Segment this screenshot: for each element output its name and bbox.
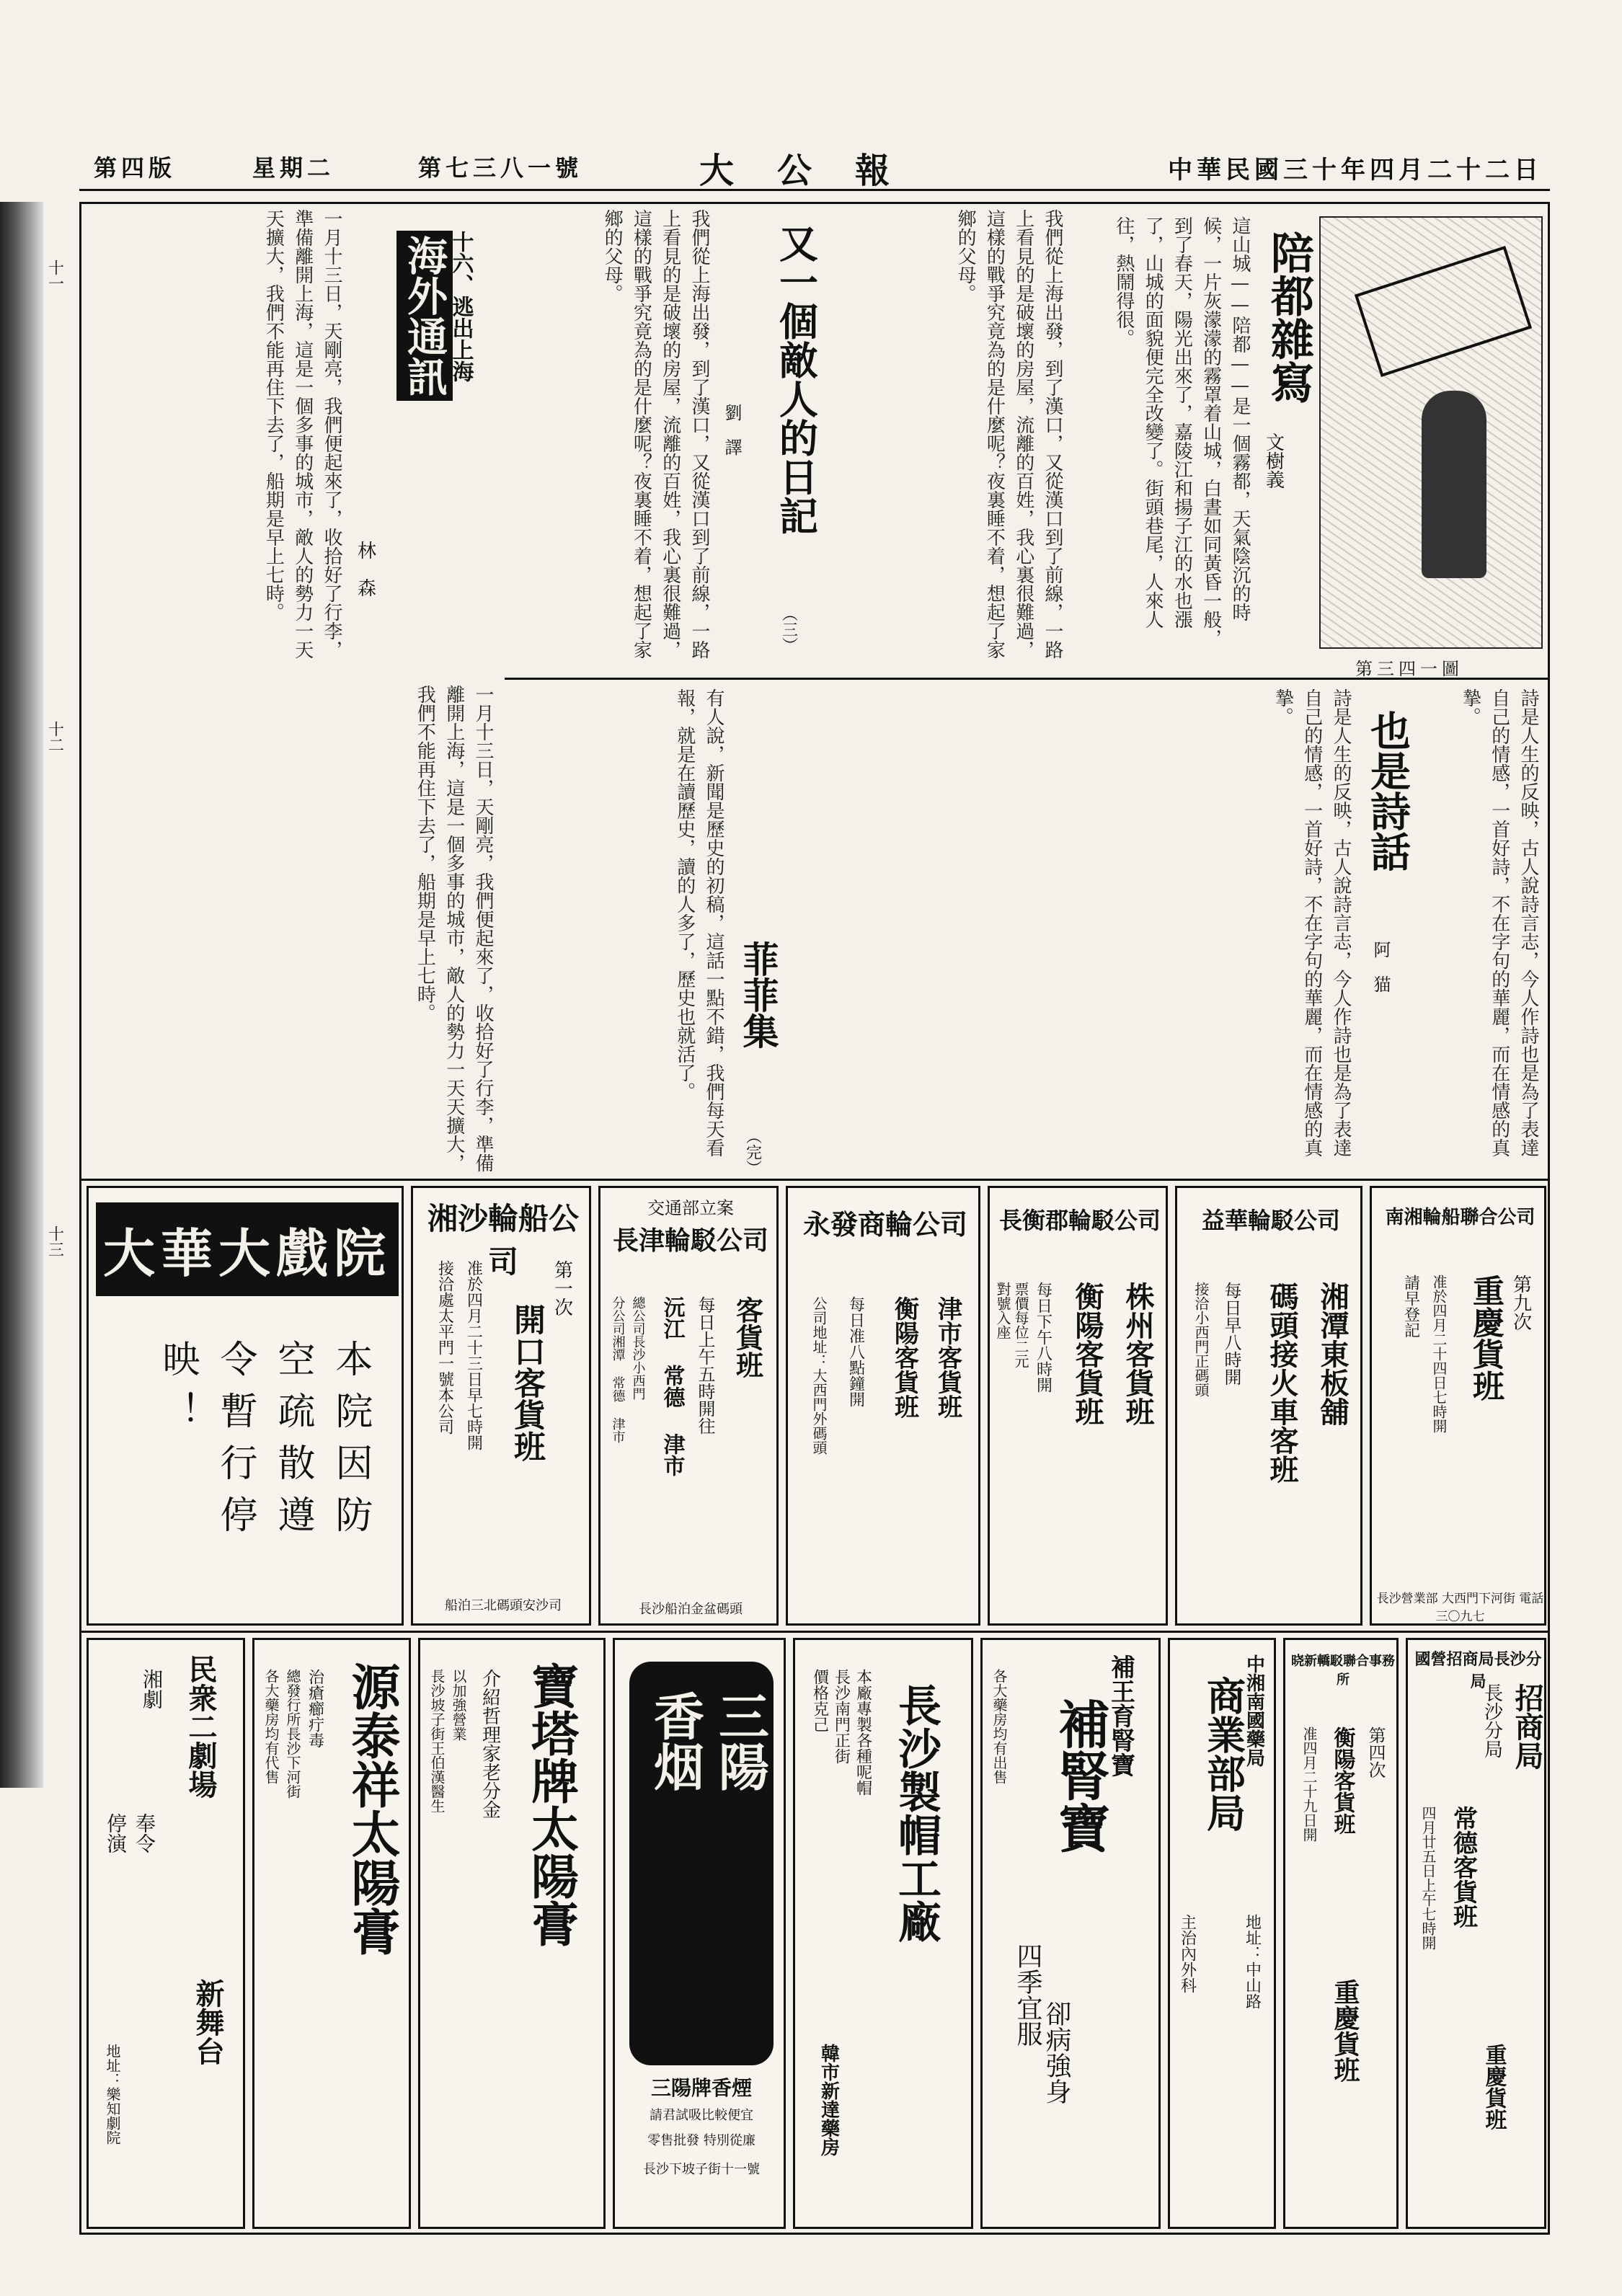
ad-yihua [1175, 1186, 1362, 1626]
ad-dahua-line-1: 本院因防 [329, 1339, 372, 1547]
ad-yushenbao-line-3: 卻病強身 [1042, 2000, 1071, 2104]
side-label-2: 十二 [45, 721, 64, 753]
ad-yushenbao-line-2: 四季宜服 [1013, 1943, 1042, 2047]
ad-baota [418, 1638, 606, 2229]
ad-xiaoxin-line-1: 第四次 [1365, 1727, 1386, 1778]
masthead [79, 143, 1550, 191]
ad-changheng-title: 長衡郡輪駁公司 [998, 1207, 1161, 1234]
ad-zhaoshang-line-2: 長沙分局 [1481, 1683, 1503, 1758]
ad-changjin-line-1: 客貨班 [731, 1296, 764, 1378]
foreign-title: 海外通訊 [396, 231, 453, 401]
ad-yongfa-line-1: 津市客貨班 [933, 1296, 962, 1419]
ad-changjin-line-3: 沅江 常德 津市 [659, 1296, 685, 1476]
ad-hat-line-2: 長沙南門正街 [832, 1669, 851, 1764]
ad-changjin-line-2: 每日上午五時開往 [695, 1296, 715, 1435]
ad-changjin-top: 交通部立案 [647, 1198, 734, 1218]
ad-changjin-line-4: 總公司長沙小西門 [630, 1296, 646, 1400]
poetry-body-2: 詩是人生的反映，古人說詩言志，今人作詩也是為了表達自己的情感，一首好詩，不在字句的華麗，而在情感的真摯。 [1272, 688, 1352, 1157]
ad-baota-line-3: 長沙坡子街王伯漢醫生 [428, 1669, 446, 1813]
ad-yushenbao [980, 1638, 1161, 2229]
ad-changjin-title: 長津輪駁公司 [612, 1225, 768, 1256]
ad-xiaoxin-line-2: 衡陽客貨班 [1329, 1727, 1355, 1835]
ad-changheng-line-3: 每日下午八時開 [1034, 1282, 1052, 1393]
ad-xiangsha-line-4: 接洽處太平門一號本公司 [435, 1260, 454, 1435]
soldier-figure-icon [1422, 391, 1486, 578]
ad-yongfa [786, 1186, 980, 1626]
ad-nanxiang-title: 南湘輪船聯合公司 [1385, 1207, 1535, 1228]
ad-sanyang-logo-1: 三陽 [710, 1690, 771, 1791]
article-foreign [87, 202, 497, 678]
ad-minzhong-foot: 新舞台 [191, 1979, 225, 2065]
ad-xiaoxin-line-4: 重慶貨班 [1330, 1979, 1360, 2083]
ad-sanyang [613, 1638, 786, 2229]
peidu-title: 陪都雜寫 [1264, 231, 1314, 404]
ad-yihua-title: 益華輪駁公司 [1201, 1207, 1340, 1234]
diary-translator: 劉 譯 [722, 404, 742, 456]
ad-changheng [988, 1186, 1168, 1626]
poetry-body: 詩是人生的反映，古人說詩言志，今人作詩也是為了表達自己的情感，一首好詩，不在字句的華麗，而在情感的真摯。 [1459, 688, 1539, 1157]
ad-minzhong-title: 民衆二劇場 [184, 1654, 218, 1799]
ad-yushenbao-title: 補王育腎寶 [1106, 1654, 1135, 1777]
ad-xiangsha-line-3: 准於四月二十三日早七時開 [464, 1260, 483, 1450]
ad-changheng-line-2: 衡陽客貨班 [1071, 1282, 1104, 1426]
ad-changjin-line-5: 分公司湘潭 常德 津市 [610, 1296, 626, 1443]
mid-rule [505, 678, 1550, 680]
ad-hat-foot: 韓市新達藥房 [817, 2044, 840, 2156]
ad-yushenbao-line-1: 補腎寶 [1050, 1698, 1111, 1853]
ad-yihua-line-2: 碼頭接火車客班 [1265, 1282, 1299, 1484]
feifei-tail: （完） [743, 1128, 762, 1176]
masthead-date: 中華民國三十年四月二十二日 [1168, 156, 1543, 185]
peidu-caption: 第三四一圖 [1355, 659, 1463, 679]
ad-zhaoshang-title: 國營招商局長沙分局 [1414, 1650, 1542, 1691]
ad-hat-line-1: 本廠專製各種呢帽 [854, 1669, 872, 1796]
ad-baota-line-1: 介紹哲理家老分金 [479, 1669, 501, 1819]
ad-mid-rule [79, 1631, 1550, 1633]
ad-zhaoshang [1406, 1638, 1546, 2229]
ad-pharmacy-line-2: 主治內外科 [1178, 1914, 1197, 1993]
binding-edge [0, 202, 43, 1788]
ad-sanyang-line-3: 請君試吸比較便宜 [650, 2108, 753, 2123]
diary-body-right: 我們從上海出發，到了漢口，又從漢口到了前線，一路上看見的是破壞的房屋，流離的百姓，我心裏很難過，這樣的戰爭究竟為的是什麼呢？夜裏睡不着，想起了家鄉的父母。 [954, 209, 1063, 659]
ad-changjin-foot: 長沙船泊金盆碼頭 [639, 1602, 743, 1617]
ad-yongfa-line-2: 衡陽客貨班 [890, 1296, 919, 1419]
foreign-body: 一月十三日，天剛亮，我們便起來了，收拾好了行李，準備離開上海，這是一個多事的城市，敵人的勢力一天天擴大，我們不能再住下去了，船期是早上七時。 [262, 209, 342, 659]
poetry-author: 阿 猫 [1370, 941, 1391, 993]
foreign-author: 林 森 [354, 541, 376, 597]
foreign-body-continued: 一月十三日，天剛亮，我們便起來了，收拾好了行李，準備離開上海，這是一個多事的城市，敵人的勢力一天天擴大，我們不能再住下去了，船期是早上七時。 [414, 685, 494, 1172]
ad-yuantaixiang-line-2: 總發行所長沙下河街 [284, 1669, 301, 1799]
ad-changheng-line-1: 株州客貨班 [1121, 1282, 1155, 1426]
ad-hat-factory [793, 1638, 973, 2229]
banner-icon [1355, 246, 1532, 377]
poetry-title: 也是詩話 [1364, 710, 1412, 872]
masthead-page: 第四版 [94, 154, 177, 182]
ad-sanyang-title: 三陽牌香煙 [650, 2076, 752, 2100]
ad-pharmacy [1168, 1638, 1276, 2229]
ad-hat-line-3: 價格克己 [810, 1669, 829, 1732]
ad-pharmacy-line-1: 商業部局 [1200, 1676, 1247, 1832]
foreign-section: 十六、逃出上海 [448, 231, 474, 382]
ad-top-rule [79, 1179, 1550, 1181]
ad-dahua-line-3: 令暫行停 [213, 1339, 257, 1547]
masthead-issue: 第七三八一號 [418, 154, 583, 182]
ad-sanyang-logo-2: 香烟 [645, 1690, 706, 1791]
ad-baota-title: 寶塔牌太陽膏 [523, 1662, 580, 1947]
ad-changheng-line-5: 對號入座 [994, 1282, 1011, 1339]
ad-nanxiang-line-3: 准於四月二十四日七時開 [1430, 1275, 1448, 1433]
ad-dahua-line-2: 空疏散遵 [271, 1339, 314, 1547]
diary-title: 又一個敵人的日記 [773, 223, 820, 535]
article-peidu [1081, 202, 1550, 678]
ad-dahua-theater [87, 1186, 404, 1626]
ad-yihua-line-1: 湘潭東板舖 [1316, 1282, 1350, 1426]
ad-minzhong-line-1: 湘劇 [140, 1669, 164, 1709]
ad-yihua-line-4: 接洽小西門正碼頭 [1192, 1282, 1210, 1397]
ad-zhaoshang-line-4: 四月廿五日上午七時開 [1419, 1806, 1437, 1950]
peidu-illustration [1319, 216, 1543, 649]
peidu-author: 文樹義 [1262, 433, 1285, 489]
ad-yuantaixiang-line-3: 各大藥房均有代售 [262, 1669, 280, 1784]
ad-dahua-line-4: 映！ [156, 1339, 199, 1443]
ad-nanxiang-line-4: 請早登記 [1401, 1275, 1420, 1338]
side-label-1: 十一 [45, 260, 64, 291]
ad-yuantaixiang-title: 源泰祥太陽膏 [343, 1662, 401, 1956]
ad-minzhong-addr: 地址：樂知劇院 [104, 2044, 121, 2145]
ad-xiangsha-foot: 船泊三北碼頭安沙司 [445, 1598, 562, 1613]
ad-minzhong-line-2: 奉令 [133, 1813, 156, 1853]
ad-nanxiang-foot: 長沙營業部 大西門下河街 電話三〇九七 [1376, 1592, 1544, 1624]
ad-nanxiang-line-2: 重慶貨班 [1467, 1275, 1504, 1401]
ad-changjin [598, 1186, 779, 1626]
diary-body-left: 我們從上海出發，到了漢口，又從漢口到了前線，一路上看見的是破壞的房屋，流離的百姓，我心裏很難過，這樣的戰爭究竟為的是什麼呢？夜裏睡不着，想起了家鄉的父母。 [601, 209, 710, 659]
ad-xiaoxin [1283, 1638, 1399, 2229]
ad-minzhong-line-3: 停演 [104, 1813, 128, 1853]
peidu-body: 這山城——陪都——是一個霧都，天氣陰沉的時候，一片灰濛濛的霧罩着山城，白晝如同黃昏一般，到了春天，陽光出來了，嘉陵江和揚子江的水也漲了，山城的面貌便完全改變了。街頭巷尾，人來人往，熱鬧得很。 [1112, 216, 1251, 647]
ad-nanxiang [1370, 1186, 1546, 1626]
ad-dahua-title: 大華大戲院 [96, 1202, 399, 1296]
ad-xiangsha-line-2: 開口客貨班 [508, 1303, 545, 1462]
ad-yongfa-line-4: 公司地址：大西門外碼頭 [810, 1296, 828, 1455]
diary-sub: （三） [779, 606, 798, 653]
ad-xiangsha [411, 1186, 591, 1626]
ad-yihua-line-3: 每日早八時開 [1221, 1282, 1241, 1386]
ad-sanyang-logo [629, 1662, 774, 2065]
ad-hat-title: 長沙製帽工廠 [891, 1683, 941, 1943]
ad-zhaoshang-line-3: 常德客貨班 [1448, 1806, 1478, 1928]
article-feifei [505, 681, 793, 1179]
side-label-3: 十三 [45, 1225, 64, 1257]
masthead-rule [79, 189, 1550, 191]
ad-pharmacy-title: 中湘南國藥局 [1243, 1654, 1265, 1767]
masthead-weekday: 星期二 [252, 154, 335, 182]
article-diary [505, 202, 1074, 678]
masthead-paper-name: 大公報 [699, 151, 934, 191]
ad-minzhong-theater [87, 1638, 245, 2229]
ad-yuantaixiang [252, 1638, 411, 2229]
ad-xiaoxin-line-3: 准四月二十九日開 [1300, 1727, 1318, 1842]
ad-xiangsha-line-1: 第一次 [551, 1260, 573, 1316]
feifei-body: 有人說，新聞是歷史的初稿，這話一點不錯，我們每天看報，就是在讀歷史，讀的人多了，歷史也就活了。 [673, 688, 724, 1157]
ad-yuantaixiang-line-1: 治瘡癤疔毒 [306, 1669, 324, 1748]
ad-nanxiang-line-1: 第九次 [1510, 1275, 1532, 1331]
ad-pharmacy-line-3: 地址：中山路 [1243, 1914, 1262, 2009]
ad-zhaoshang-line-5: 重慶貨班 [1481, 2044, 1507, 2130]
ad-yongfa-line-3: 每日准八點鐘開 [846, 1296, 865, 1407]
ad-sanyang-foot: 長沙下坡子街十一號 [643, 2162, 760, 2177]
ad-sanyang-line-4: 零售批發 特別從廉 [647, 2133, 755, 2148]
ad-xiangsha-title: 湘沙輪船公司 [427, 1201, 579, 1280]
ad-yushenbao-line-4: 各大藥房均有出售 [991, 1669, 1008, 1784]
feifei-title: 菲菲集 [737, 941, 780, 1049]
ad-zhaoshang-line-1: 招商局 [1510, 1683, 1544, 1770]
ad-changheng-line-4: 票價每位二元 [1012, 1282, 1029, 1368]
ad-yongfa-title: 永發商輪公司 [802, 1208, 967, 1241]
ad-baota-line-2: 以加強營業 [450, 1669, 467, 1741]
article-poetry [793, 681, 1550, 1179]
ad-xiaoxin-title: 晓新轎駁聯合事務所 [1291, 1654, 1395, 1688]
